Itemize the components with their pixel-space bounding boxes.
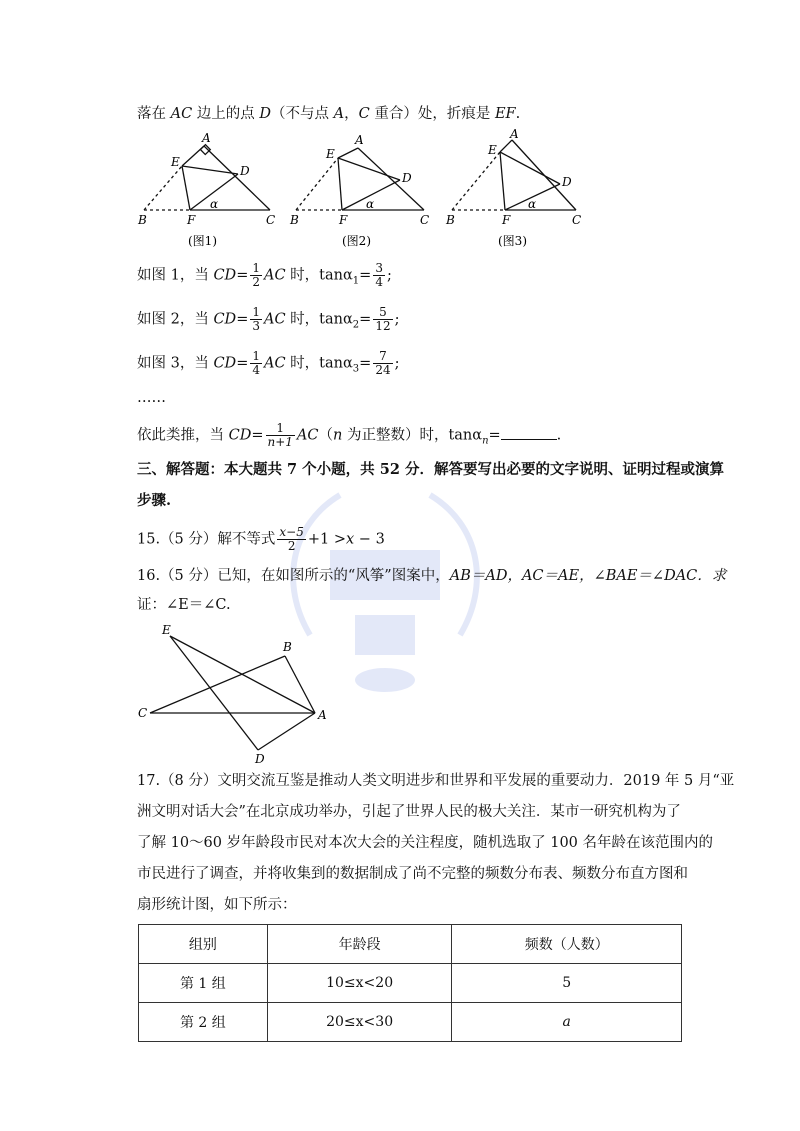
- svg-text:E: E: [171, 155, 180, 169]
- figure-1: [144, 145, 270, 210]
- svg-text:E: E: [326, 147, 335, 161]
- svg-text:B: B: [446, 213, 455, 227]
- svg-text:D: D: [562, 175, 572, 189]
- question-17-line-2: 洲文明对话大会”在北京成功举办，引起了世界人民的极大关注．某市一研究机构为了: [137, 804, 681, 820]
- question-17-line-1: 17.（8 分）文明交流互鉴是推动人类文明进步和世界和平发展的重要动力．2019 年 5 月“亚: [137, 773, 735, 789]
- svg-text:B: B: [283, 640, 292, 654]
- figure-2-labels: [289, 133, 429, 227]
- table-cell: 10≤x<20: [267, 964, 452, 1003]
- question-17-line-5: 扇形统计图，如下所示：: [137, 897, 297, 913]
- svg-text:D: D: [240, 164, 250, 178]
- svg-text:B: B: [290, 213, 299, 227]
- table-row: [139, 1003, 682, 1042]
- frequency-table: [138, 924, 682, 1042]
- question-17-line-3: 了解 10～60 岁年龄段市民对本次大会的关注程度，随机选取了 100 名年龄在该范围内的: [137, 835, 714, 851]
- question-16-cont: 证：∠E＝∠C.: [137, 597, 231, 613]
- case-3: 如图 3，当 CD= $\frac{1}{4}$ AC 时，tanα$_3$= $\frac{7}{24}$ ;: [137, 349, 400, 377]
- svg-text:A: A: [510, 128, 519, 141]
- answer-blank[interactable]: [501, 425, 557, 440]
- question-15: 15.（5 分）解不等式 $\frac{x-5}{2}$ +1 >x − 3: [137, 525, 385, 553]
- figure-3-labels: [445, 128, 581, 227]
- table-header: 年龄段: [267, 925, 452, 964]
- section-3-heading-cont: 步骤.: [137, 492, 172, 509]
- svg-text:D: D: [402, 171, 412, 185]
- figure-3-caption: (图3): [498, 234, 527, 248]
- intro-line: 落在 AC 边上的点 D（不与点 A，C 重合）处，折痕是 EF.: [137, 106, 521, 122]
- case-2: 如图 2，当 CD= $\frac{1}{3}$ AC 时，tanα$_2$= $\frac{5}{12}$ ;: [137, 305, 400, 333]
- svg-text:D: D: [255, 752, 265, 766]
- table-cell: 20≤x<30: [267, 1003, 452, 1042]
- kite-figure: [130, 618, 350, 768]
- ellipsis: ……: [137, 390, 166, 406]
- figure-2-caption: (图2): [342, 234, 371, 248]
- svg-text:A: A: [202, 131, 211, 145]
- section-3-heading: 三、解答题：本大题共 7 个小题，共 52 分．解答要写出必要的文字说明、证明过程或演算: [137, 461, 724, 478]
- svg-text:F: F: [187, 213, 196, 227]
- svg-text:E: E: [488, 143, 497, 157]
- svg-text:F: F: [502, 213, 511, 227]
- svg-text:C: C: [138, 706, 148, 720]
- svg-text:α: α: [210, 197, 219, 211]
- general-case: 依此类推，当 CD= $\frac{1}{n+1}$ AC（n 为正整数）时，tanα$_n$= .: [137, 421, 562, 449]
- table-header: 频数（人数）: [452, 925, 682, 964]
- case-1: 如图 1，当 CD= $\frac{1}{2}$ AC 时，tanα$_1$= $\frac{3}{4}$ ;: [137, 261, 392, 289]
- table-cell: a: [452, 1003, 682, 1042]
- table-cell: 5: [452, 964, 682, 1003]
- svg-text:E: E: [162, 623, 171, 637]
- svg-text:α: α: [528, 197, 537, 211]
- svg-text:C: C: [266, 213, 276, 227]
- table-cell: 第 1 组: [139, 964, 268, 1003]
- table-header: 组别: [139, 925, 268, 964]
- svg-text:C: C: [420, 213, 430, 227]
- question-17-line-4: 市民进行了调查，并将收集到的数据制成了尚不完整的频数分布表、频数分布直方图和: [137, 866, 688, 882]
- svg-text:B: B: [138, 213, 147, 227]
- svg-text:α: α: [366, 197, 375, 211]
- svg-text:A: A: [318, 708, 327, 722]
- figure-1-caption: (图1): [188, 234, 217, 248]
- question-16: 16.（5 分）已知，在如图所示的“风筝”图案中，AB＝AD，AC＝AE，∠BAE＝∠DAC．求: [137, 568, 727, 584]
- table-cell: 第 2 组: [139, 1003, 268, 1042]
- svg-text:F: F: [339, 213, 348, 227]
- table-header-row: [139, 925, 682, 964]
- svg-text:A: A: [355, 133, 364, 147]
- fold-figures: [130, 128, 600, 253]
- svg-text:C: C: [572, 213, 582, 227]
- table-row: [139, 964, 682, 1003]
- figure-3: [452, 140, 576, 210]
